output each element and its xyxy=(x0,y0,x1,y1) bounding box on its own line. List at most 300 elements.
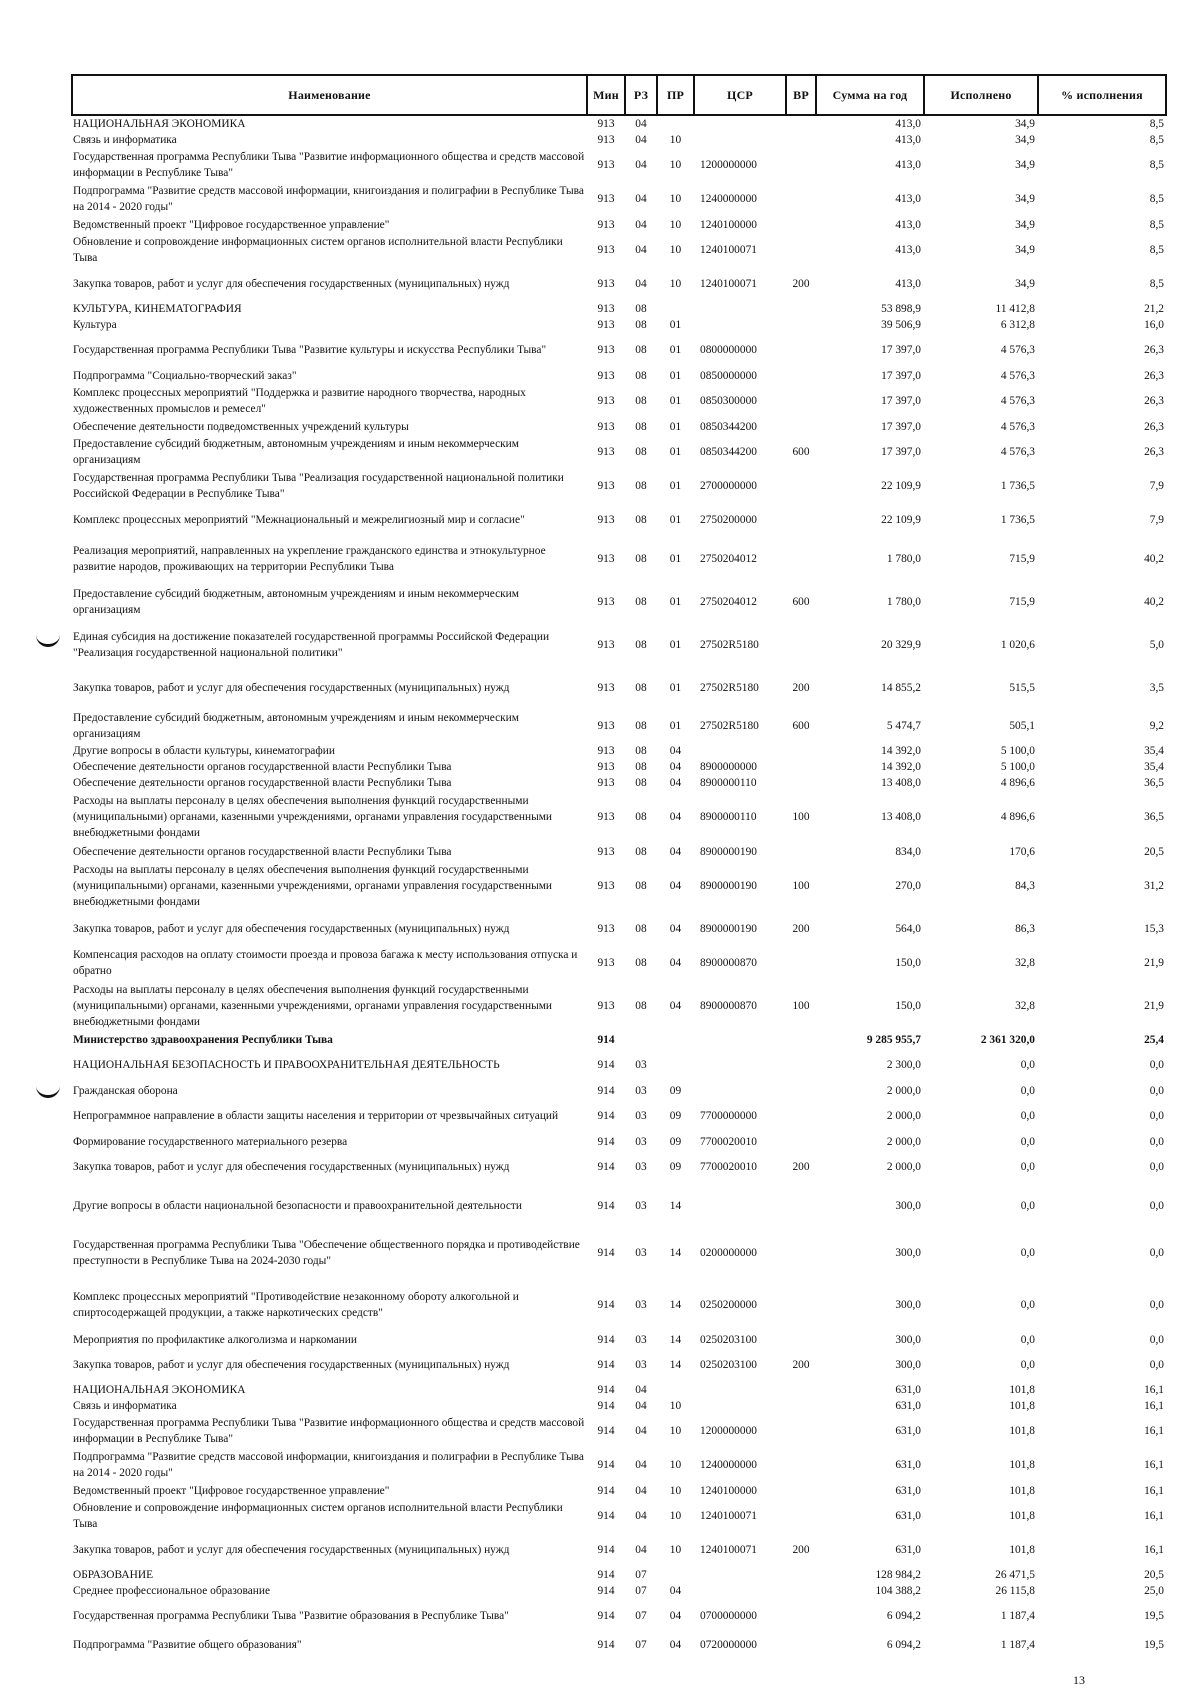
cell-done: 0,0 xyxy=(1020,1247,1035,1259)
cell-done: 84,3 xyxy=(1015,880,1035,892)
cell-done: 34,9 xyxy=(1015,118,1035,130)
cell-percent: 16,1 xyxy=(1144,1510,1164,1522)
cell-percent: 40,2 xyxy=(1144,595,1164,608)
cell-ministry: 913 xyxy=(597,244,615,256)
cell-rz: 08 xyxy=(635,845,647,858)
cell-percent: 31,2 xyxy=(1144,880,1164,892)
cell-csr xyxy=(694,1082,786,1099)
cell-name: Министерство здравоохранения Республики Тыва xyxy=(73,1034,333,1046)
cell-sum: 413,0 xyxy=(895,118,921,130)
cell-percent: 16,1 xyxy=(1144,1400,1164,1412)
cell-ministry: 913 xyxy=(597,761,615,773)
cell-ministry: 914 xyxy=(597,1639,615,1651)
cell-sum: 413,0 xyxy=(895,134,921,146)
cell-sum: 13 408,0 xyxy=(881,811,921,823)
cell-ministry: 914 xyxy=(597,1199,615,1212)
table-row xyxy=(72,418,1166,435)
table-body xyxy=(72,115,1166,1657)
cell-sum: 300,0 xyxy=(895,1299,921,1311)
cell-done: 4 576,3 xyxy=(1000,395,1035,407)
cell-ministry: 913 xyxy=(597,638,615,651)
cell-pr: 14 xyxy=(669,1247,682,1259)
cell-vr xyxy=(786,1583,816,1599)
cell-vr xyxy=(786,216,816,233)
cell-name: Среднее профессиональное образование xyxy=(73,1585,271,1597)
cell-ministry: 913 xyxy=(597,595,615,608)
cell-name: Расходы на выплаты персоналу в целях обеспечения выполнения функций государственными (муниципальными) органами, казенными учреждениями, органами управления государственными внебюджетными фондами xyxy=(73,795,553,839)
cell-sum: 2 000,0 xyxy=(886,1110,921,1122)
cell-done: 86,3 xyxy=(1015,923,1035,935)
cell-sum: 2 000,0 xyxy=(886,1135,921,1148)
table-row xyxy=(72,1048,1166,1082)
cell-ministry: 914 xyxy=(597,1425,615,1437)
cell-ministry: 913 xyxy=(597,1000,615,1012)
cell-pr: 14 xyxy=(669,1333,682,1346)
cell-done: 34,9 xyxy=(1015,159,1035,171)
cell-percent: 0,0 xyxy=(1149,1333,1164,1346)
table-row xyxy=(72,367,1166,384)
cell-vr xyxy=(786,301,816,317)
table-row xyxy=(72,666,1166,709)
cell-done: 715,9 xyxy=(1009,595,1035,608)
cell-done: 0,0 xyxy=(1020,1084,1035,1097)
cell-done: 1 187,4 xyxy=(1000,1610,1035,1622)
cell-pr: 04 xyxy=(669,957,682,969)
cell-sum: 150,0 xyxy=(895,1000,921,1012)
cell-pr: 10 xyxy=(669,1425,682,1437)
cell-ministry: 913 xyxy=(597,118,615,130)
cell-vr xyxy=(786,1184,816,1227)
cell-sum: 300,0 xyxy=(895,1247,921,1259)
cell-ministry: 913 xyxy=(597,552,615,565)
cell-pr: 01 xyxy=(669,319,682,331)
table-row xyxy=(72,1599,1166,1633)
cell-vr xyxy=(786,1099,816,1133)
cell-rz: 03 xyxy=(635,1333,647,1346)
cell-rz: 03 xyxy=(635,1084,647,1097)
cell-name: Закупка товаров, работ и услуг для обеспечения государственных (муниципальных) нужд xyxy=(73,278,510,290)
cell-pr xyxy=(657,1048,694,1082)
cell-done: 505,1 xyxy=(1009,720,1035,732)
cell-name: Обновление и сопровождение информационных систем органов исполнительной власти Республики Тыва xyxy=(73,1502,563,1530)
cell-pr: 10 xyxy=(669,1459,682,1471)
cell-done: 26 471,5 xyxy=(995,1569,1035,1581)
cell-pr: 14 xyxy=(669,1199,682,1212)
cell-csr xyxy=(694,743,786,759)
table-header-row xyxy=(72,75,1166,115)
cell-done: 5 100,0 xyxy=(1000,761,1035,773)
cell-rz: 08 xyxy=(635,552,647,565)
cell-vr xyxy=(786,384,816,418)
cell-rz: 04 xyxy=(635,1384,647,1396)
table-row xyxy=(72,503,1166,537)
cell-sum: 631,0 xyxy=(895,1544,921,1556)
cell-done: 101,8 xyxy=(1009,1384,1035,1396)
cell-name: Комплекс процессных мероприятий "Межнациональный и межрелигиозный мир и согласие" xyxy=(73,514,525,526)
cell-csr xyxy=(694,1184,786,1227)
cell-done: 1 187,4 xyxy=(1000,1639,1035,1651)
cell-pr: 01 xyxy=(669,446,682,458)
cell-done: 0,0 xyxy=(1020,1333,1035,1346)
table-row xyxy=(72,115,1166,132)
cell-csr: 8900000110 xyxy=(700,811,757,823)
cell-vr xyxy=(786,623,816,666)
cell-percent: 8,5 xyxy=(1149,134,1164,146)
cell-vr: 200 xyxy=(792,923,810,935)
header-ministry: Мин xyxy=(587,75,625,115)
handwritten-mark xyxy=(36,634,60,647)
cell-vr xyxy=(786,148,816,182)
cell-pr: 10 xyxy=(669,1510,682,1522)
cell-name: Подпрограмма "Социально-творческий заказ" xyxy=(73,369,297,382)
cell-sum: 17 397,0 xyxy=(881,369,921,382)
cell-ministry: 913 xyxy=(597,278,615,290)
cell-percent: 26,3 xyxy=(1144,420,1164,433)
cell-rz: 08 xyxy=(635,420,647,433)
cell-done: 11 412,8 xyxy=(995,303,1035,315)
cell-name: НАЦИОНАЛЬНАЯ ЭКОНОМИКА xyxy=(73,1384,246,1396)
cell-rz: 07 xyxy=(635,1610,647,1622)
cell-pr: 14 xyxy=(669,1359,682,1371)
cell-rz: 03 xyxy=(635,1161,647,1173)
cell-sum: 413,0 xyxy=(895,193,921,205)
cell-ministry: 913 xyxy=(597,344,615,356)
cell-ministry: 914 xyxy=(597,1459,615,1471)
cell-sum: 413,0 xyxy=(895,159,921,171)
budget-execution-report xyxy=(71,74,1165,1657)
cell-done: 101,8 xyxy=(1009,1484,1035,1497)
cell-name: Закупка товаров, работ и услуг для обеспечения государственных (муниципальных) нужд xyxy=(73,1359,510,1371)
cell-name: НАЦИОНАЛЬНАЯ БЕЗОПАСНОСТЬ И ПРАВООХРАНИТЕЛЬНАЯ ДЕЯТЕЛЬНОСТЬ xyxy=(73,1059,500,1071)
cell-rz: 04 xyxy=(635,278,647,290)
cell-vr xyxy=(786,1032,816,1048)
cell-done: 32,8 xyxy=(1015,1000,1035,1012)
cell-percent: 8,5 xyxy=(1149,193,1164,205)
cell-csr: 2750200000 xyxy=(700,514,757,526)
cell-pr: 01 xyxy=(669,420,682,433)
cell-sum: 270,0 xyxy=(895,880,921,892)
cell-csr xyxy=(694,1583,786,1599)
cell-percent: 9,2 xyxy=(1149,720,1164,732)
cell-done: 0,0 xyxy=(1020,1110,1035,1122)
cell-name: Государственная программа Республики Тыва "Реализация государственной национальной политики Российской Федерации в Республике Тыва" xyxy=(73,472,564,500)
table-row xyxy=(72,1348,1166,1382)
cell-rz: 04 xyxy=(635,1544,647,1556)
cell-sum: 128 984,2 xyxy=(875,1569,921,1581)
cell-csr: 0850000000 xyxy=(700,369,757,382)
cell-done: 4 576,3 xyxy=(1000,446,1035,458)
table-row xyxy=(72,469,1166,503)
table-row xyxy=(72,1150,1166,1184)
cell-rz: 08 xyxy=(635,957,647,969)
cell-csr: 1240100000 xyxy=(700,1484,757,1497)
cell-vr xyxy=(786,537,816,580)
cell-sum: 6 094,2 xyxy=(886,1639,921,1651)
cell-pr: 01 xyxy=(669,369,682,382)
table-row xyxy=(72,980,1166,1032)
table-row xyxy=(72,1533,1166,1567)
cell-name: Подпрограмма "Развитие средств массовой информации, книгоиздания и полиграфии в Республике Тыва на 2014 - 2020 годы" xyxy=(73,1451,584,1479)
header-csr: ЦСР xyxy=(694,75,786,115)
cell-rz: 04 xyxy=(635,118,647,130)
cell-percent: 20,5 xyxy=(1144,1569,1164,1581)
cell-ministry: 913 xyxy=(597,745,615,757)
table-row xyxy=(72,580,1166,623)
cell-percent: 0,0 xyxy=(1149,1161,1164,1173)
cell-done: 26 115,8 xyxy=(995,1585,1035,1597)
cell-csr: 0850300000 xyxy=(700,395,757,407)
cell-pr: 01 xyxy=(669,681,682,694)
handwritten-mark xyxy=(36,1085,60,1098)
cell-rz: 08 xyxy=(635,480,647,492)
cell-name: Закупка товаров, работ и услуг для обеспечения государственных (муниципальных) нужд xyxy=(73,681,510,694)
cell-percent: 21,2 xyxy=(1144,303,1164,315)
header-done: Исполнено xyxy=(924,75,1038,115)
table-row xyxy=(72,435,1166,469)
cell-csr xyxy=(694,301,786,317)
cell-done: 101,8 xyxy=(1009,1459,1035,1471)
cell-sum: 631,0 xyxy=(895,1484,921,1497)
cell-percent: 26,3 xyxy=(1144,344,1164,356)
cell-sum: 14 855,2 xyxy=(881,681,921,694)
cell-name: Закупка товаров, работ и услуг для обеспечения государственных (муниципальных) нужд xyxy=(73,1544,510,1556)
cell-rz: 07 xyxy=(635,1585,647,1597)
table-row xyxy=(72,1499,1166,1533)
cell-done: 1 020,6 xyxy=(1000,638,1035,651)
cell-csr: 0700000000 xyxy=(700,1610,757,1622)
cell-ministry: 913 xyxy=(597,369,615,382)
cell-csr: 8900000000 xyxy=(700,761,757,773)
table-row xyxy=(72,333,1166,367)
cell-percent: 40,2 xyxy=(1144,552,1164,565)
cell-pr: 09 xyxy=(669,1084,682,1097)
cell-pr: 01 xyxy=(669,480,682,492)
cell-percent: 8,5 xyxy=(1149,278,1164,290)
cell-csr: 1240100071 xyxy=(700,244,757,256)
table-row xyxy=(72,1032,1166,1048)
cell-sum: 631,0 xyxy=(895,1400,921,1412)
cell-csr: 8900000190 xyxy=(700,845,757,858)
cell-rz: 04 xyxy=(635,193,647,205)
cell-vr xyxy=(786,115,816,132)
cell-pr: 01 xyxy=(669,514,682,526)
cell-sum: 631,0 xyxy=(895,1459,921,1471)
cell-percent: 16,0 xyxy=(1144,319,1164,331)
table-row xyxy=(72,759,1166,775)
cell-percent: 5,0 xyxy=(1149,638,1164,651)
cell-vr xyxy=(786,1227,816,1279)
cell-rz: 08 xyxy=(635,303,647,315)
cell-done: 1 736,5 xyxy=(1000,480,1035,492)
cell-ministry: 914 xyxy=(597,1544,615,1556)
cell-sum: 834,0 xyxy=(895,845,921,858)
cell-done: 0,0 xyxy=(1020,1299,1035,1311)
cell-percent: 20,5 xyxy=(1144,845,1164,858)
cell-ministry: 913 xyxy=(597,957,615,969)
cell-ministry: 914 xyxy=(597,1034,615,1046)
cell-rz: 04 xyxy=(635,134,647,146)
cell-name: Обеспечение деятельности подведомственных учреждений культуры xyxy=(73,420,409,433)
cell-name: Государственная программа Республики Тыва "Развитие информационного общества и средств массовой информации в Республике Тыва" xyxy=(73,1417,585,1445)
cell-csr: 0850344200 xyxy=(700,446,757,458)
cell-ministry: 913 xyxy=(597,303,615,315)
cell-name: Связь и информатика xyxy=(73,1400,177,1412)
cell-rz: 08 xyxy=(635,446,647,458)
cell-name: Расходы на выплаты персоналу в целях обеспечения выполнения функций государственными (муниципальными) органами, казенными учреждениями, органами управления государственными внебюджетными фондами xyxy=(73,984,553,1028)
cell-rz: 08 xyxy=(635,761,647,773)
cell-done: 34,9 xyxy=(1015,218,1035,231)
cell-pr: 01 xyxy=(669,720,682,732)
cell-percent: 0,0 xyxy=(1149,1199,1164,1212)
table-row xyxy=(72,1184,1166,1227)
cell-percent: 25,0 xyxy=(1144,1585,1164,1597)
table-row xyxy=(72,1567,1166,1583)
cell-pr: 04 xyxy=(669,1000,682,1012)
cell-vr xyxy=(786,843,816,860)
cell-csr: 0800000000 xyxy=(700,344,757,356)
cell-ministry: 913 xyxy=(597,811,615,823)
cell-vr: 600 xyxy=(792,446,810,458)
cell-name: Обновление и сопровождение информационных систем органов исполнительной власти Республики Тыва xyxy=(73,236,563,264)
cell-vr xyxy=(786,182,816,216)
cell-done: 0,0 xyxy=(1020,1059,1035,1071)
cell-name: ОБРАЗОВАНИЕ xyxy=(73,1569,154,1581)
cell-csr: 0200000000 xyxy=(700,1247,757,1259)
cell-csr: 7700020010 xyxy=(700,1161,757,1173)
cell-csr: 27502R5180 xyxy=(700,638,759,651)
cell-rz: 04 xyxy=(635,1459,647,1471)
cell-percent: 26,3 xyxy=(1144,395,1164,407)
cell-percent: 0,0 xyxy=(1149,1299,1164,1311)
cell-csr: 2750204012 xyxy=(700,595,757,608)
cell-ministry: 914 xyxy=(597,1299,615,1311)
cell-name: Комплекс процессных мероприятий "Поддержка и развитие народного творчества, народных художественных промыслов и ремесел" xyxy=(73,387,526,415)
cell-done: 32,8 xyxy=(1015,957,1035,969)
cell-name: Предоставление субсидий бюджетным, автономным учреждениям и иным некоммерческим организациям xyxy=(73,438,519,466)
table-row xyxy=(72,1448,1166,1482)
cell-name: Государственная программа Республики Тыва "Развитие культуры и искусства Республики Тыва" xyxy=(73,344,547,356)
cell-rz: 08 xyxy=(635,1000,647,1012)
cell-done: 101,8 xyxy=(1009,1510,1035,1522)
cell-rz: 08 xyxy=(635,745,647,757)
cell-csr: 1240100071 xyxy=(700,1544,757,1556)
cell-ministry: 913 xyxy=(597,681,615,694)
cell-sum: 5 474,7 xyxy=(886,720,921,732)
cell-ministry: 913 xyxy=(597,446,615,458)
cell-ministry: 914 xyxy=(597,1161,615,1173)
cell-rz: 08 xyxy=(635,638,647,651)
table-row xyxy=(72,1414,1166,1448)
cell-name: КУЛЬТУРА, КИНЕМАТОГРАФИЯ xyxy=(73,303,242,315)
cell-percent: 36,5 xyxy=(1144,811,1164,823)
cell-rz: 03 xyxy=(635,1299,647,1311)
cell-percent: 16,1 xyxy=(1144,1484,1164,1497)
cell-pr: 04 xyxy=(669,1639,682,1651)
cell-vr xyxy=(786,1633,816,1657)
cell-rz: 04 xyxy=(635,1484,647,1497)
cell-name: Единая субсидия на достижение показателей государственной программы Российской Федерации "Реализация государственной национальной политики" xyxy=(73,630,550,659)
cell-vr: 200 xyxy=(792,681,810,694)
cell-vr xyxy=(786,743,816,759)
cell-ministry: 914 xyxy=(597,1400,615,1412)
cell-percent: 26,3 xyxy=(1144,369,1164,382)
table-row xyxy=(72,1133,1166,1150)
cell-rz: 03 xyxy=(635,1059,647,1071)
cell-rz: 08 xyxy=(635,681,647,694)
cell-name: Связь и информатика xyxy=(73,134,177,146)
cell-percent: 0,0 xyxy=(1149,1084,1164,1097)
cell-sum: 9 285 955,7 xyxy=(866,1034,921,1046)
cell-rz: 03 xyxy=(635,1135,647,1148)
cell-ministry: 913 xyxy=(597,514,615,526)
cell-done: 101,8 xyxy=(1009,1425,1035,1437)
table-row xyxy=(72,791,1166,843)
cell-ministry: 913 xyxy=(597,777,615,789)
cell-percent: 0,0 xyxy=(1149,1110,1164,1122)
cell-ministry: 914 xyxy=(597,1110,615,1122)
cell-done: 101,8 xyxy=(1009,1400,1035,1412)
cell-pr xyxy=(657,1567,694,1583)
cell-rz xyxy=(625,1032,657,1048)
cell-csr xyxy=(694,1048,786,1082)
cell-done: 4 576,3 xyxy=(1000,344,1035,356)
cell-sum: 300,0 xyxy=(895,1199,921,1212)
cell-pr: 10 xyxy=(669,159,682,171)
cell-done: 34,9 xyxy=(1015,244,1035,256)
cell-pr: 04 xyxy=(669,1585,682,1597)
cell-pr: 09 xyxy=(669,1110,682,1122)
cell-ministry: 914 xyxy=(597,1484,615,1497)
cell-csr: 1200000000 xyxy=(700,1425,757,1437)
cell-csr: 8900000110 xyxy=(700,777,757,789)
cell-vr xyxy=(786,1398,816,1414)
cell-vr xyxy=(786,367,816,384)
table-row xyxy=(72,743,1166,759)
cell-done: 515,5 xyxy=(1009,681,1035,694)
cell-rz: 08 xyxy=(635,777,647,789)
cell-pr: 10 xyxy=(669,244,682,256)
cell-vr: 600 xyxy=(792,720,810,732)
cell-rz: 04 xyxy=(635,1400,647,1412)
cell-percent: 3,5 xyxy=(1149,681,1164,694)
cell-rz: 08 xyxy=(635,344,647,356)
header-pr: ПР xyxy=(657,75,694,115)
cell-ministry: 914 xyxy=(597,1610,615,1622)
cell-name: Культура xyxy=(73,319,117,331)
cell-ministry: 913 xyxy=(597,880,615,892)
cell-pr: 04 xyxy=(669,811,682,823)
cell-percent: 16,1 xyxy=(1144,1544,1164,1556)
cell-vr: 100 xyxy=(792,811,810,823)
cell-rz: 08 xyxy=(635,395,647,407)
header-vr: ВР xyxy=(786,75,816,115)
table-row xyxy=(72,775,1166,791)
cell-vr xyxy=(786,1448,816,1482)
table-row xyxy=(72,1099,1166,1133)
cell-csr xyxy=(694,1567,786,1583)
cell-name: Гражданская оборона xyxy=(73,1084,178,1097)
cell-rz: 04 xyxy=(635,218,647,231)
cell-percent: 26,3 xyxy=(1144,446,1164,458)
cell-vr: 200 xyxy=(792,1161,810,1173)
cell-done: 170,6 xyxy=(1009,845,1035,858)
cell-name: Формирование государственного материального резерва xyxy=(73,1135,348,1148)
cell-percent: 19,5 xyxy=(1144,1610,1164,1622)
cell-ministry: 914 xyxy=(597,1247,615,1259)
cell-name: Подпрограмма "Развитие общего образования" xyxy=(73,1639,302,1651)
cell-sum: 413,0 xyxy=(895,278,921,290)
cell-percent: 21,9 xyxy=(1144,1000,1164,1012)
